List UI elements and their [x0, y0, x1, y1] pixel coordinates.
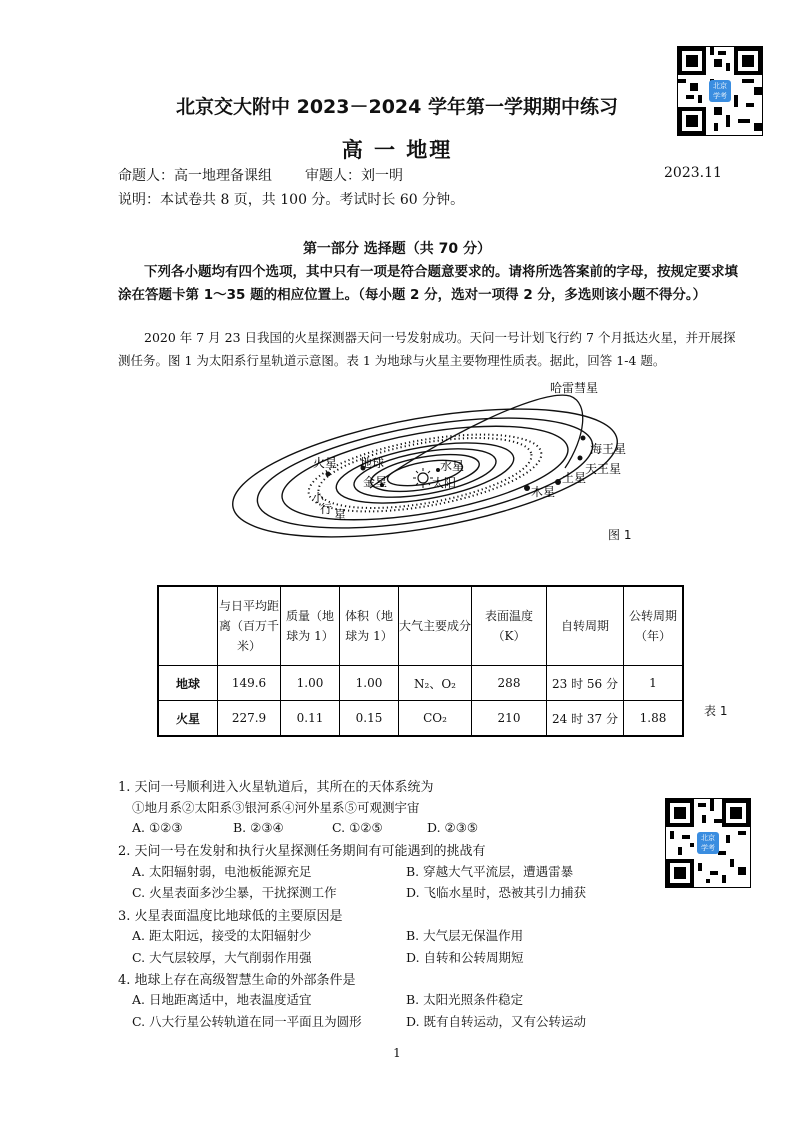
- question-3-option-a[interactable]: A. 距太阳远，接受的太阳辐射少: [132, 928, 312, 943]
- question-2-option-c[interactable]: C. 火星表面多沙尘暴，干扰探测工作: [132, 885, 337, 900]
- label-neptune: 海王星: [590, 442, 627, 456]
- question-1-extra: ①地月系②太阳系③银河系④河外星系⑤可观测宇宙: [132, 800, 420, 815]
- label-uranus: 天王星: [585, 462, 622, 476]
- table-cell: 149.6: [218, 666, 281, 701]
- table-cell: 210: [472, 701, 547, 737]
- page-number: 1: [393, 1046, 401, 1060]
- table-cell: 火星: [158, 701, 218, 737]
- table-cell: 1.00: [340, 666, 399, 701]
- question-2-option-a[interactable]: A. 太阳辐射弱，电池板能源充足: [132, 864, 312, 879]
- question-2-option-d[interactable]: D. 飞临水星时，恐被其引力捕获: [406, 885, 587, 900]
- table-cell: 23 时 56 分: [547, 666, 624, 701]
- exam-note: 说明：本试卷共 8 页，共 100 分。考试时长 60 分钟。: [118, 192, 465, 208]
- table-cell: 0.11: [281, 701, 340, 737]
- table-header-cell: [158, 586, 218, 666]
- section-instruction: 下列各小题均有四个选项，其中只有一项是符合题意要求的。请将所选答案前的字母，按规定要求填涂在答题卡第 1～35 题的相应位置上。（每小题 2 分，选对一项得 2 分，多选则该小题不得分。）: [118, 264, 738, 303]
- table-header-row: [158, 586, 683, 666]
- label-halley-comet: 哈雷彗星: [550, 381, 599, 395]
- table-header-cell: 质量（地球为 1）: [281, 586, 340, 666]
- qr-code-top: [677, 46, 763, 136]
- label-asteroid-1: 小: [312, 491, 325, 505]
- table-row: [158, 666, 683, 701]
- qr-code-side: [665, 798, 751, 888]
- label-venus: 金星: [363, 475, 388, 489]
- question-1-option-b[interactable]: B. ②③④: [233, 820, 284, 835]
- table-cell: 0.15: [340, 701, 399, 737]
- label-asteroid-3: 星: [334, 508, 347, 522]
- question-4-option-a[interactable]: A. 日地距离适中，地表温度适宜: [132, 992, 312, 1007]
- label-earth: 地球: [360, 456, 385, 470]
- figure-caption: 图 1: [608, 528, 632, 542]
- table-header-cell: 表面温度（K）: [472, 586, 547, 666]
- table-header-cell: 公转周期（年）: [624, 586, 684, 666]
- question-3-option-b[interactable]: B. 大气层无保温作用: [406, 928, 524, 943]
- section-title: 第一部分 选择题（共 70 分）: [302, 241, 492, 257]
- table-caption: 表 1: [704, 704, 728, 718]
- reviewer-text: 审题人：刘一明: [305, 168, 403, 184]
- question-1-stem: 1. 天问一号顺利进入火星轨道后，其所在的天体系统为: [118, 780, 434, 795]
- exam-title: 北京交大附中 2023－2024 学年第一学期期中练习: [176, 96, 618, 118]
- intro-paragraph: 2020 年 7 月 23 日我国的火星探测器天问一号发射成功。天问一号计划飞行约 7 个月抵达火星，并开展探测任务。图 1 为太阳系行星轨道示意图。表 1 为地球与火星主要物理性质表。据此，回答 1-4 题。: [118, 330, 736, 368]
- question-1-option-a[interactable]: A. ①②③: [132, 820, 183, 835]
- question-2-option-b[interactable]: B. 穿越大气平流层，遭遇雷暴: [406, 864, 574, 879]
- table-header-cell: 体积（地球为 1）: [340, 586, 399, 666]
- setter-text: 命题人：高一地理备课组: [118, 168, 272, 184]
- table-header-cell: 自转周期: [547, 586, 624, 666]
- question-3-option-d[interactable]: D. 自转和公转周期短: [406, 950, 524, 965]
- question-4-option-b[interactable]: B. 太阳光照条件稳定: [406, 992, 524, 1007]
- table-row: [158, 701, 683, 737]
- question-1-option-c[interactable]: C. ①②⑤: [332, 820, 383, 835]
- question-3-option-c[interactable]: C. 大气层较厚，大气削弱作用强: [132, 950, 312, 965]
- table-cell: 288: [472, 666, 547, 701]
- question-4-stem: 4. 地球上存在高级智慧生命的外部条件是: [118, 973, 356, 988]
- table-header-cell: 与日平均距离（百万千米）: [218, 586, 281, 666]
- question-4-option-c[interactable]: C. 八大行星公转轨道在同一平面且为圆形: [132, 1014, 362, 1029]
- qr-badge: 北京 学考: [697, 832, 719, 854]
- table-cell: 1: [624, 666, 684, 701]
- table-cell: 1.88: [624, 701, 684, 737]
- solar-system-diagram: [220, 378, 640, 538]
- sun-icon: [418, 473, 428, 483]
- exam-subtitle: 高 一 地理: [341, 138, 453, 162]
- label-sun: 太阳: [432, 476, 457, 490]
- label-mercury: 水星: [440, 459, 465, 473]
- table-cell: 1.00: [281, 666, 340, 701]
- question-2-stem: 2. 天问一号在发射和执行火星探测任务期间有可能遇到的挑战有: [118, 844, 486, 859]
- label-mars: 火星: [313, 456, 338, 470]
- table-cell: 地球: [158, 666, 218, 701]
- question-1-option-d[interactable]: D. ②③⑤: [427, 820, 479, 835]
- question-4-option-d[interactable]: D. 既有自转运动，又有公转运动: [406, 1014, 587, 1029]
- table-cell: N₂、O₂: [399, 666, 472, 701]
- exam-date: 2023.11: [664, 165, 722, 181]
- question-3-stem: 3. 火星表面温度比地球低的主要原因是: [118, 909, 343, 924]
- label-jupiter: 木星: [531, 485, 556, 499]
- planet-properties-table: [157, 585, 684, 737]
- table-cell: 227.9: [218, 701, 281, 737]
- table-cell: 24 时 37 分: [547, 701, 624, 737]
- table-header-cell: 大气主要成分: [399, 586, 472, 666]
- label-asteroid-2: 行: [320, 502, 333, 516]
- qr-badge: 北京 学考: [709, 80, 731, 102]
- label-saturn: 土星: [562, 471, 587, 485]
- table-cell: CO₂: [399, 701, 472, 737]
